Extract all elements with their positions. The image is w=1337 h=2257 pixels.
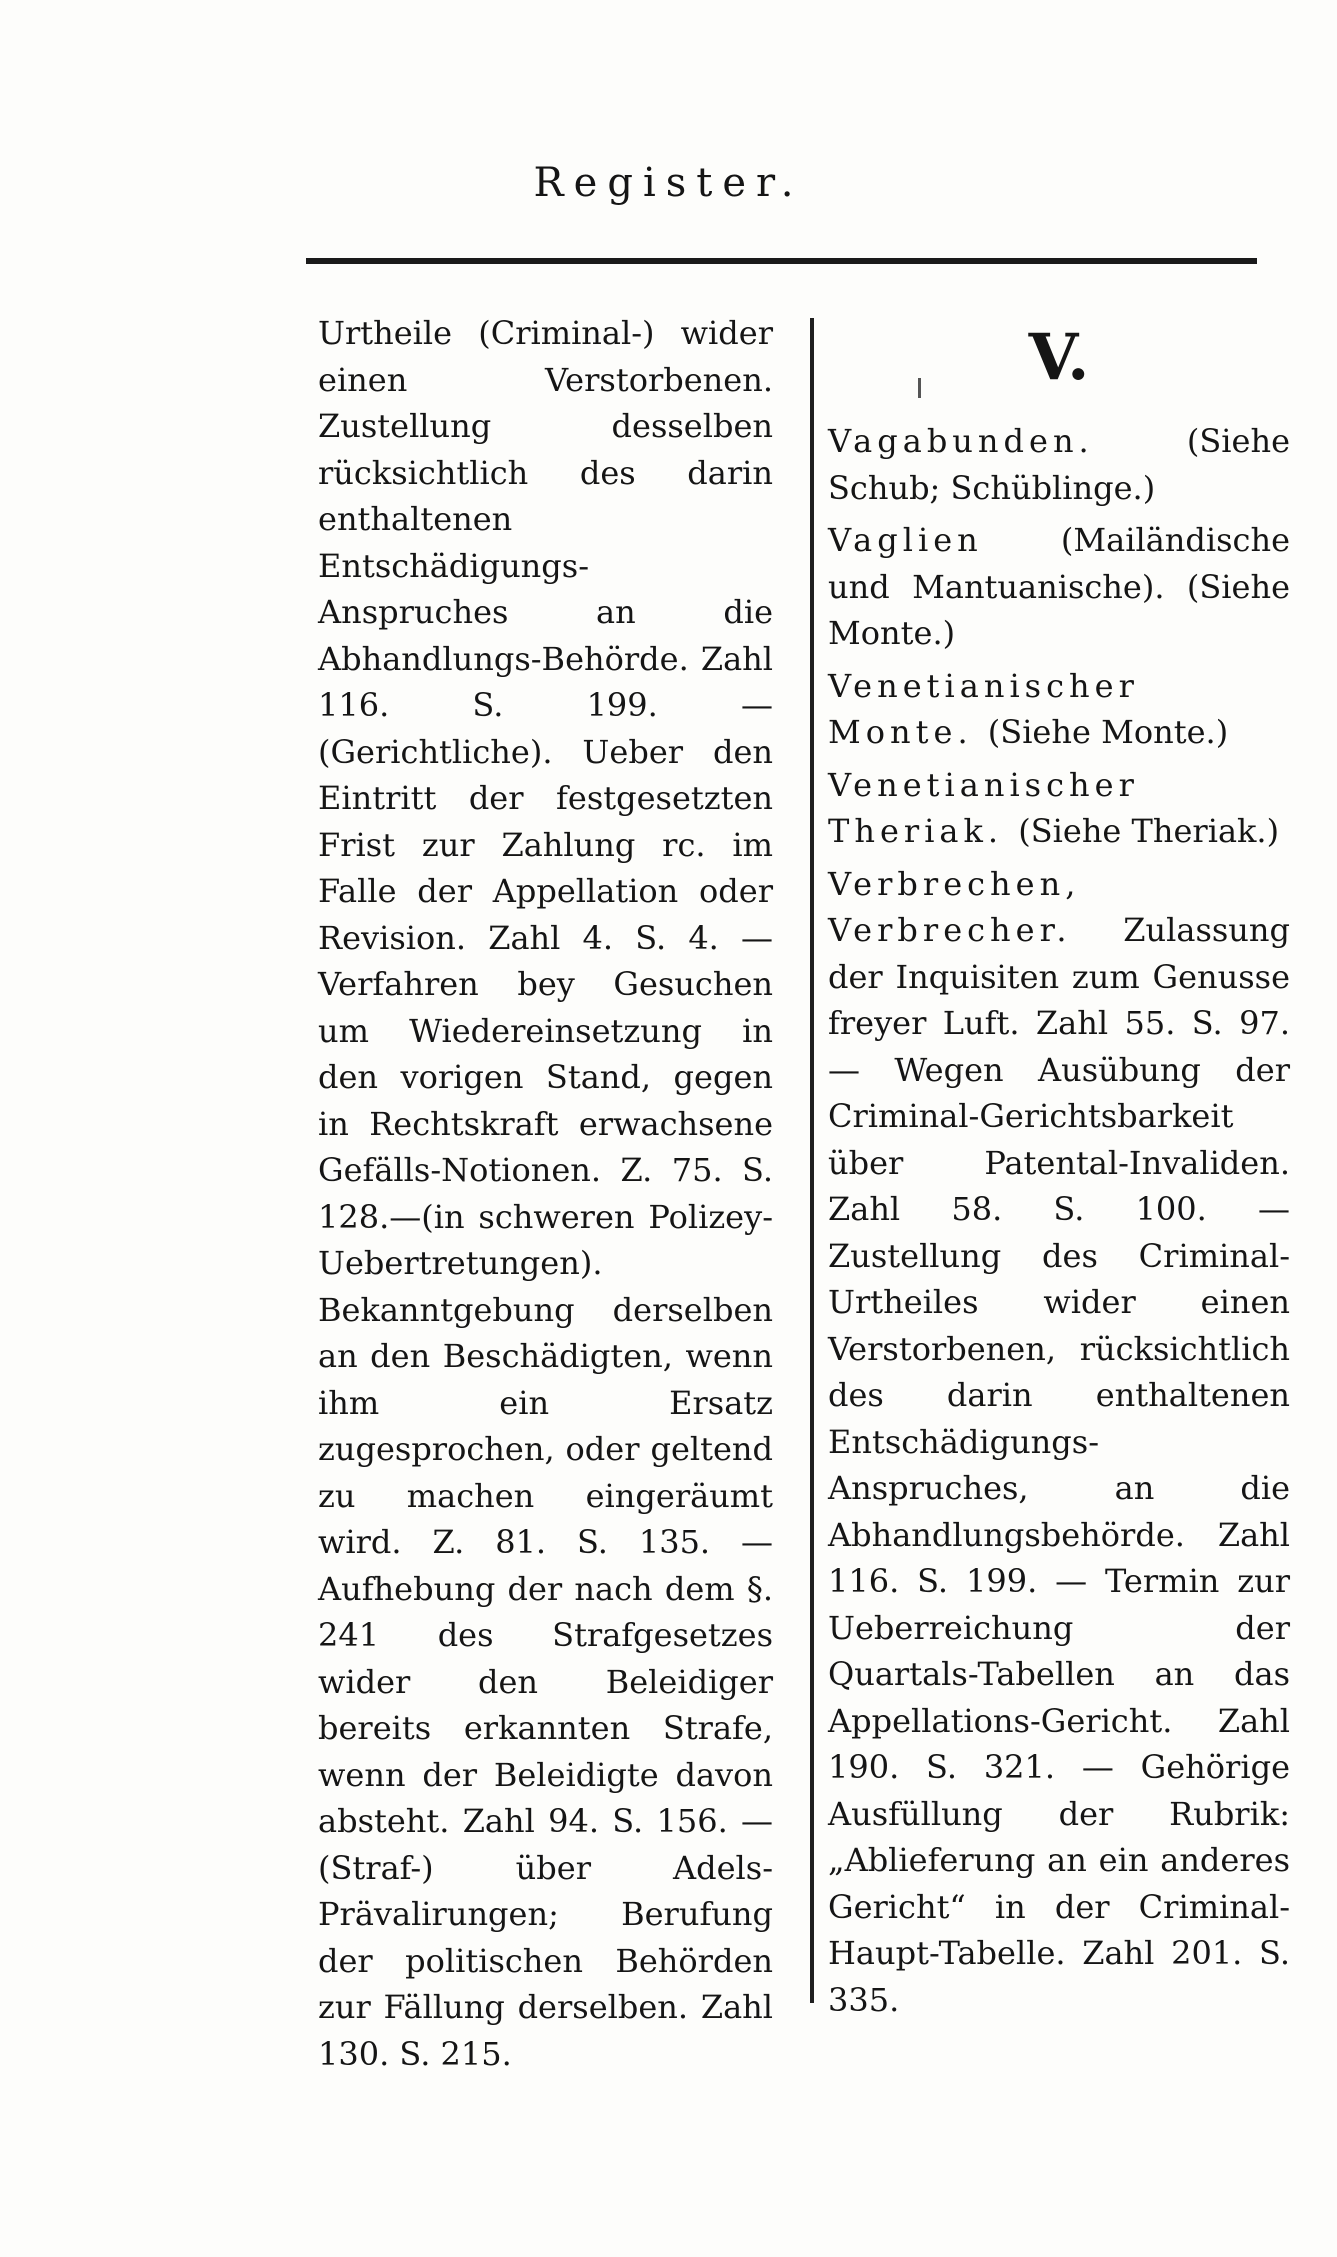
entry-head: Venetianischer Monte. bbox=[828, 666, 1139, 751]
entry-text: (Siehe Monte.) bbox=[987, 713, 1229, 751]
entry-head: Verbrechen, Verbrecher. bbox=[828, 864, 1124, 949]
right-column bbox=[828, 318, 1290, 2029]
left-column bbox=[318, 310, 773, 2077]
entry-head: Vagabunden. bbox=[828, 422, 1187, 460]
index-entry bbox=[828, 762, 1290, 855]
entry-head: Vaglien bbox=[828, 521, 1061, 559]
header-rule bbox=[306, 258, 1257, 264]
entry-head: Venetianischer Theriak. bbox=[828, 765, 1139, 850]
entry-text: (Siehe Theriak.) bbox=[1018, 812, 1280, 850]
entry-text: Zulassung der Inquisiten zum Genusse freyer Luft. Zahl 55. S. 97. — Wegen Ausübung der Criminal-Gerichtsbarkeit über Patental-Invaliden. Zahl 58. S. 100. — Zustellung des Criminal-Urtheiles wider einen Verstorbenen, rücksichtlich des darin enthaltenen Entschädigungs-Anspruches, an die Abhandlungsbehörde. Zahl 116. S. 199. — Termin zur Ueberreichung der Quartals-Tabellen an das Appellations-Gericht. Zahl 190. S. 321. — Gehörige Ausfüllung der Rubrik: „Ablieferung an ein anderes Gericht“ in der Criminal-Haupt-Tabelle. Zahl 201. S. 335. bbox=[828, 911, 1290, 2019]
index-entry bbox=[828, 418, 1290, 511]
index-entry bbox=[828, 517, 1290, 657]
column-divider bbox=[810, 318, 814, 2003]
section-letter: V. bbox=[1028, 320, 1090, 395]
entry-text: (Mailändische und Mantuanische). (Siehe Monte.) bbox=[828, 521, 1290, 652]
left-column-text: Urtheile (Criminal-) wider einen Verstorbenen. Zustellung desselben rücksichtlich des darin enthaltenen Entschädigungs-Anspruches an die Abhandlungs-Behörde. Zahl 116. S. 199. —(Gerichtliche). Ueber den Eintritt der festgesetzten Frist zur Zahlung rc. im Falle der Appellation oder Revision. Zahl 4. S. 4. — Verfahren bey Gesuchen um Wiedereinsetzung in den vorigen Stand, gegen in Rechtskraft erwachsene Gefälls-Notionen. Z. 75. S. 128.—(in schweren Polizey-Uebertretungen). Bekanntgebung derselben an den Beschädigten, wenn ihm ein Ersatz zugesprochen, oder geltend zu machen eingeräumt wird. Z. 81. S. 135. —Aufhebung der nach dem §. 241 des Strafgesetzes wider den Beleidiger bereits erkannten Strafe, wenn der Beleidigte davon absteht. Zahl 94. S. 156. — (Straf-) über Adels-Prävalirungen; Berufung der politischen Behörden zur Fällung derselben. Zahl 130. S. 215. bbox=[318, 314, 773, 2073]
index-entry bbox=[828, 861, 1290, 2024]
page-header: Register. bbox=[533, 160, 804, 206]
index-entry bbox=[828, 663, 1290, 756]
entry-text: (Siehe Schub; Schüblinge.) bbox=[828, 422, 1290, 507]
